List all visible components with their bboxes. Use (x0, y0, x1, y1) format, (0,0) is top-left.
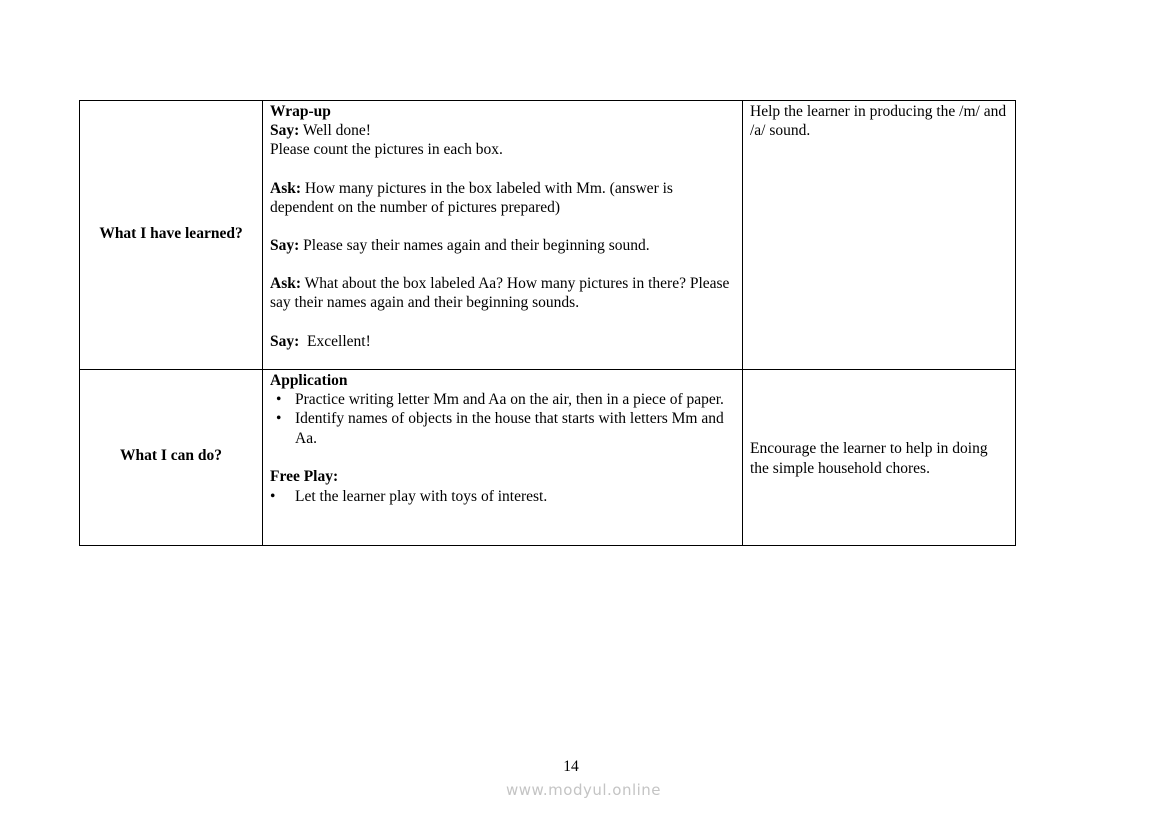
ask-line: Ask: How many pictures in the box labeled with Mm. (answer is dependent on the number of pictures prepared) (270, 179, 673, 216)
table-row (80, 370, 1016, 546)
note-cell: Encourage the learner to help in doing the simple household chores. (743, 370, 1016, 546)
say-line: Say: Excellent! (270, 332, 371, 350)
activity-cell (263, 370, 743, 546)
say-line: Say: Please say their names again and their beginning sound. (270, 237, 650, 255)
list-item: • Let the learner play with toys of interest. (270, 488, 548, 506)
lesson-table (79, 100, 1016, 546)
ask-line: Ask: What about the box labeled Aa? How many pictures in there? Please say their names again and their beginning sounds. (270, 275, 730, 312)
list-item: • Identify names of objects in the house that starts with letters Mm and Aa. (276, 410, 724, 447)
free-play-list (270, 487, 735, 506)
say-line: Say: Well done! (270, 122, 371, 140)
note-cell: Help the learner in producing the /m/ and /a/ sound. (743, 101, 1016, 370)
bullet-icon: • (276, 410, 282, 428)
page-number: 14 (563, 758, 579, 775)
application-list (270, 390, 735, 448)
watermark: www.modyul.online (505, 781, 662, 799)
section-heading: Free Play: (270, 467, 339, 485)
instruction-line: Please count the pictures in each box. (270, 141, 503, 159)
table-row (80, 101, 1016, 370)
row-label: What I can do? (80, 370, 263, 546)
list-item: • Practice writing letter Mm and Aa on the air, then in a piece of paper. (276, 391, 724, 409)
row-label: What I have learned? (80, 101, 263, 370)
activity-cell (263, 101, 743, 370)
section-heading: Wrap-up (270, 103, 331, 120)
bullet-icon: • (276, 391, 282, 409)
bullet-icon: • (270, 488, 276, 506)
section-heading: Application (270, 372, 348, 389)
